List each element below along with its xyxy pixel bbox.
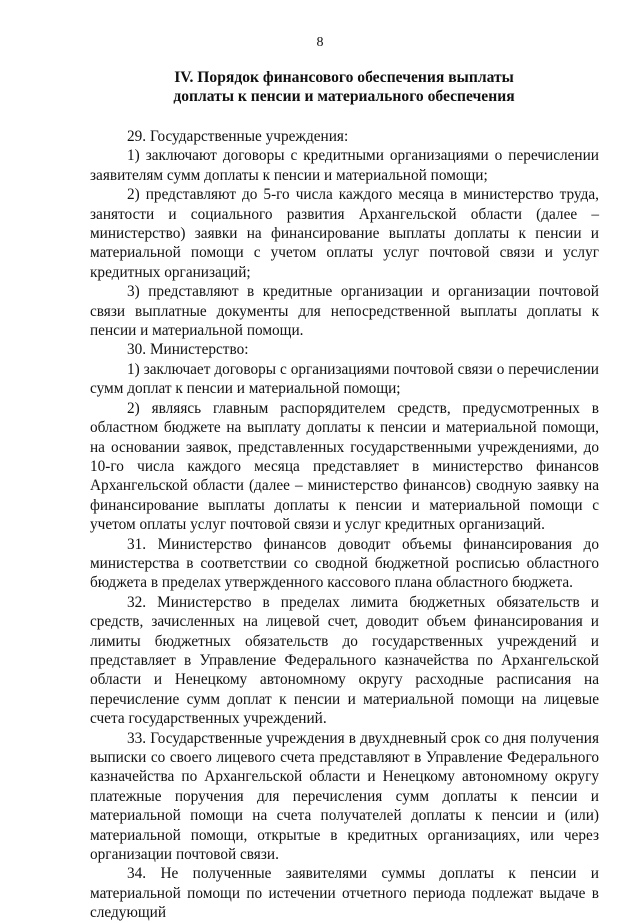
paragraph: 32. Министерство в пределах лимита бюджетных обязательств и средств, зачисленных на лицевой счет, доводит объем финансирования и лимиты бюджетных обязательств до государственных учреждений и представляет в Управление Федерального казначейства по Архангельской области и Ненецкому автономному округу расходные расписания на перечисление сумм доплат к пенсии и материальной помощи на лицевые счета государственных учреждений. (90, 593, 599, 728)
paragraph: 1) заключают договоры с кредитными организациями о перечислении заявителям сумм доплаты к пенсии и материальной помощи; (90, 147, 599, 184)
paragraph: 33. Государственные учреждения в двухдневный срок со дня получения выписки со своего лицевого счета представляют в Управление Федерального казначейства по Архангельской области и Ненецкому автономному округу платежные поручения для перечисления сумм доплаты к пенсии и материальной помощи на счета получателей доплаты к пенсии и (или) материальной помощи, открытые в кредитных организациях, или через организации почтовой связи. (90, 729, 599, 864)
paragraph: 2) представляют до 5-го числа каждого месяца в министерство труда, занятости и социального развития Архангельской области (далее – министерство) заявки на финансирование выплаты доплаты к пенсии и материальной помощи с учетом оплаты услуг почтовой связи и услуг кредитных организаций; (90, 186, 599, 281)
body-text (90, 127, 599, 923)
page-number: 8 (316, 35, 324, 50)
paragraph: 3) представляют в кредитные организации и организации почтовой связи выплатные документы для непосредственной выплаты доплаты к пенсии и материальной помощи. (90, 283, 599, 340)
paragraph: 34. Не полученные заявителями суммы доплаты к пенсии и материальной помощи по истечении отчетного периода подлежат выдаче в следующий (90, 865, 599, 922)
paragraph: 2) являясь главным распорядителем средств, предусмотренных в областном бюджете на выплату доплаты к пенсии и материальной помощи, на основании заявок, представленных государственными учреждениями, до 10-го числа каждого месяца представляет в министерство финансов Архангельской области (далее – министерство финансов) сводную заявку на финансирование выплаты доплаты к пенсии и материальной помощи с учетом оплаты услуг почтовой связи и услуг кредитных организаций. (90, 399, 599, 534)
paragraph: 1) заключает договоры с организациями почтовой связи о перечислении сумм доплат к пенсии и материальной помощи; (90, 360, 599, 398)
paragraph: 30. Министерство: (127, 341, 249, 359)
section-title (88, 68, 600, 106)
paragraph: 29. Государственные учреждения: (127, 128, 349, 145)
section-title-line-1: IV. Порядок финансового обеспечения выплаты (174, 69, 514, 86)
section-title-line-2: доплаты к пенсии и материального обеспечения (173, 88, 515, 105)
paragraph: 31. Министерство финансов доводит объемы финансирования до министерства в соответствии со сводной бюджетной росписью областного бюджета в пределах утвержденного кассового плана областного бюджета. (90, 535, 599, 592)
